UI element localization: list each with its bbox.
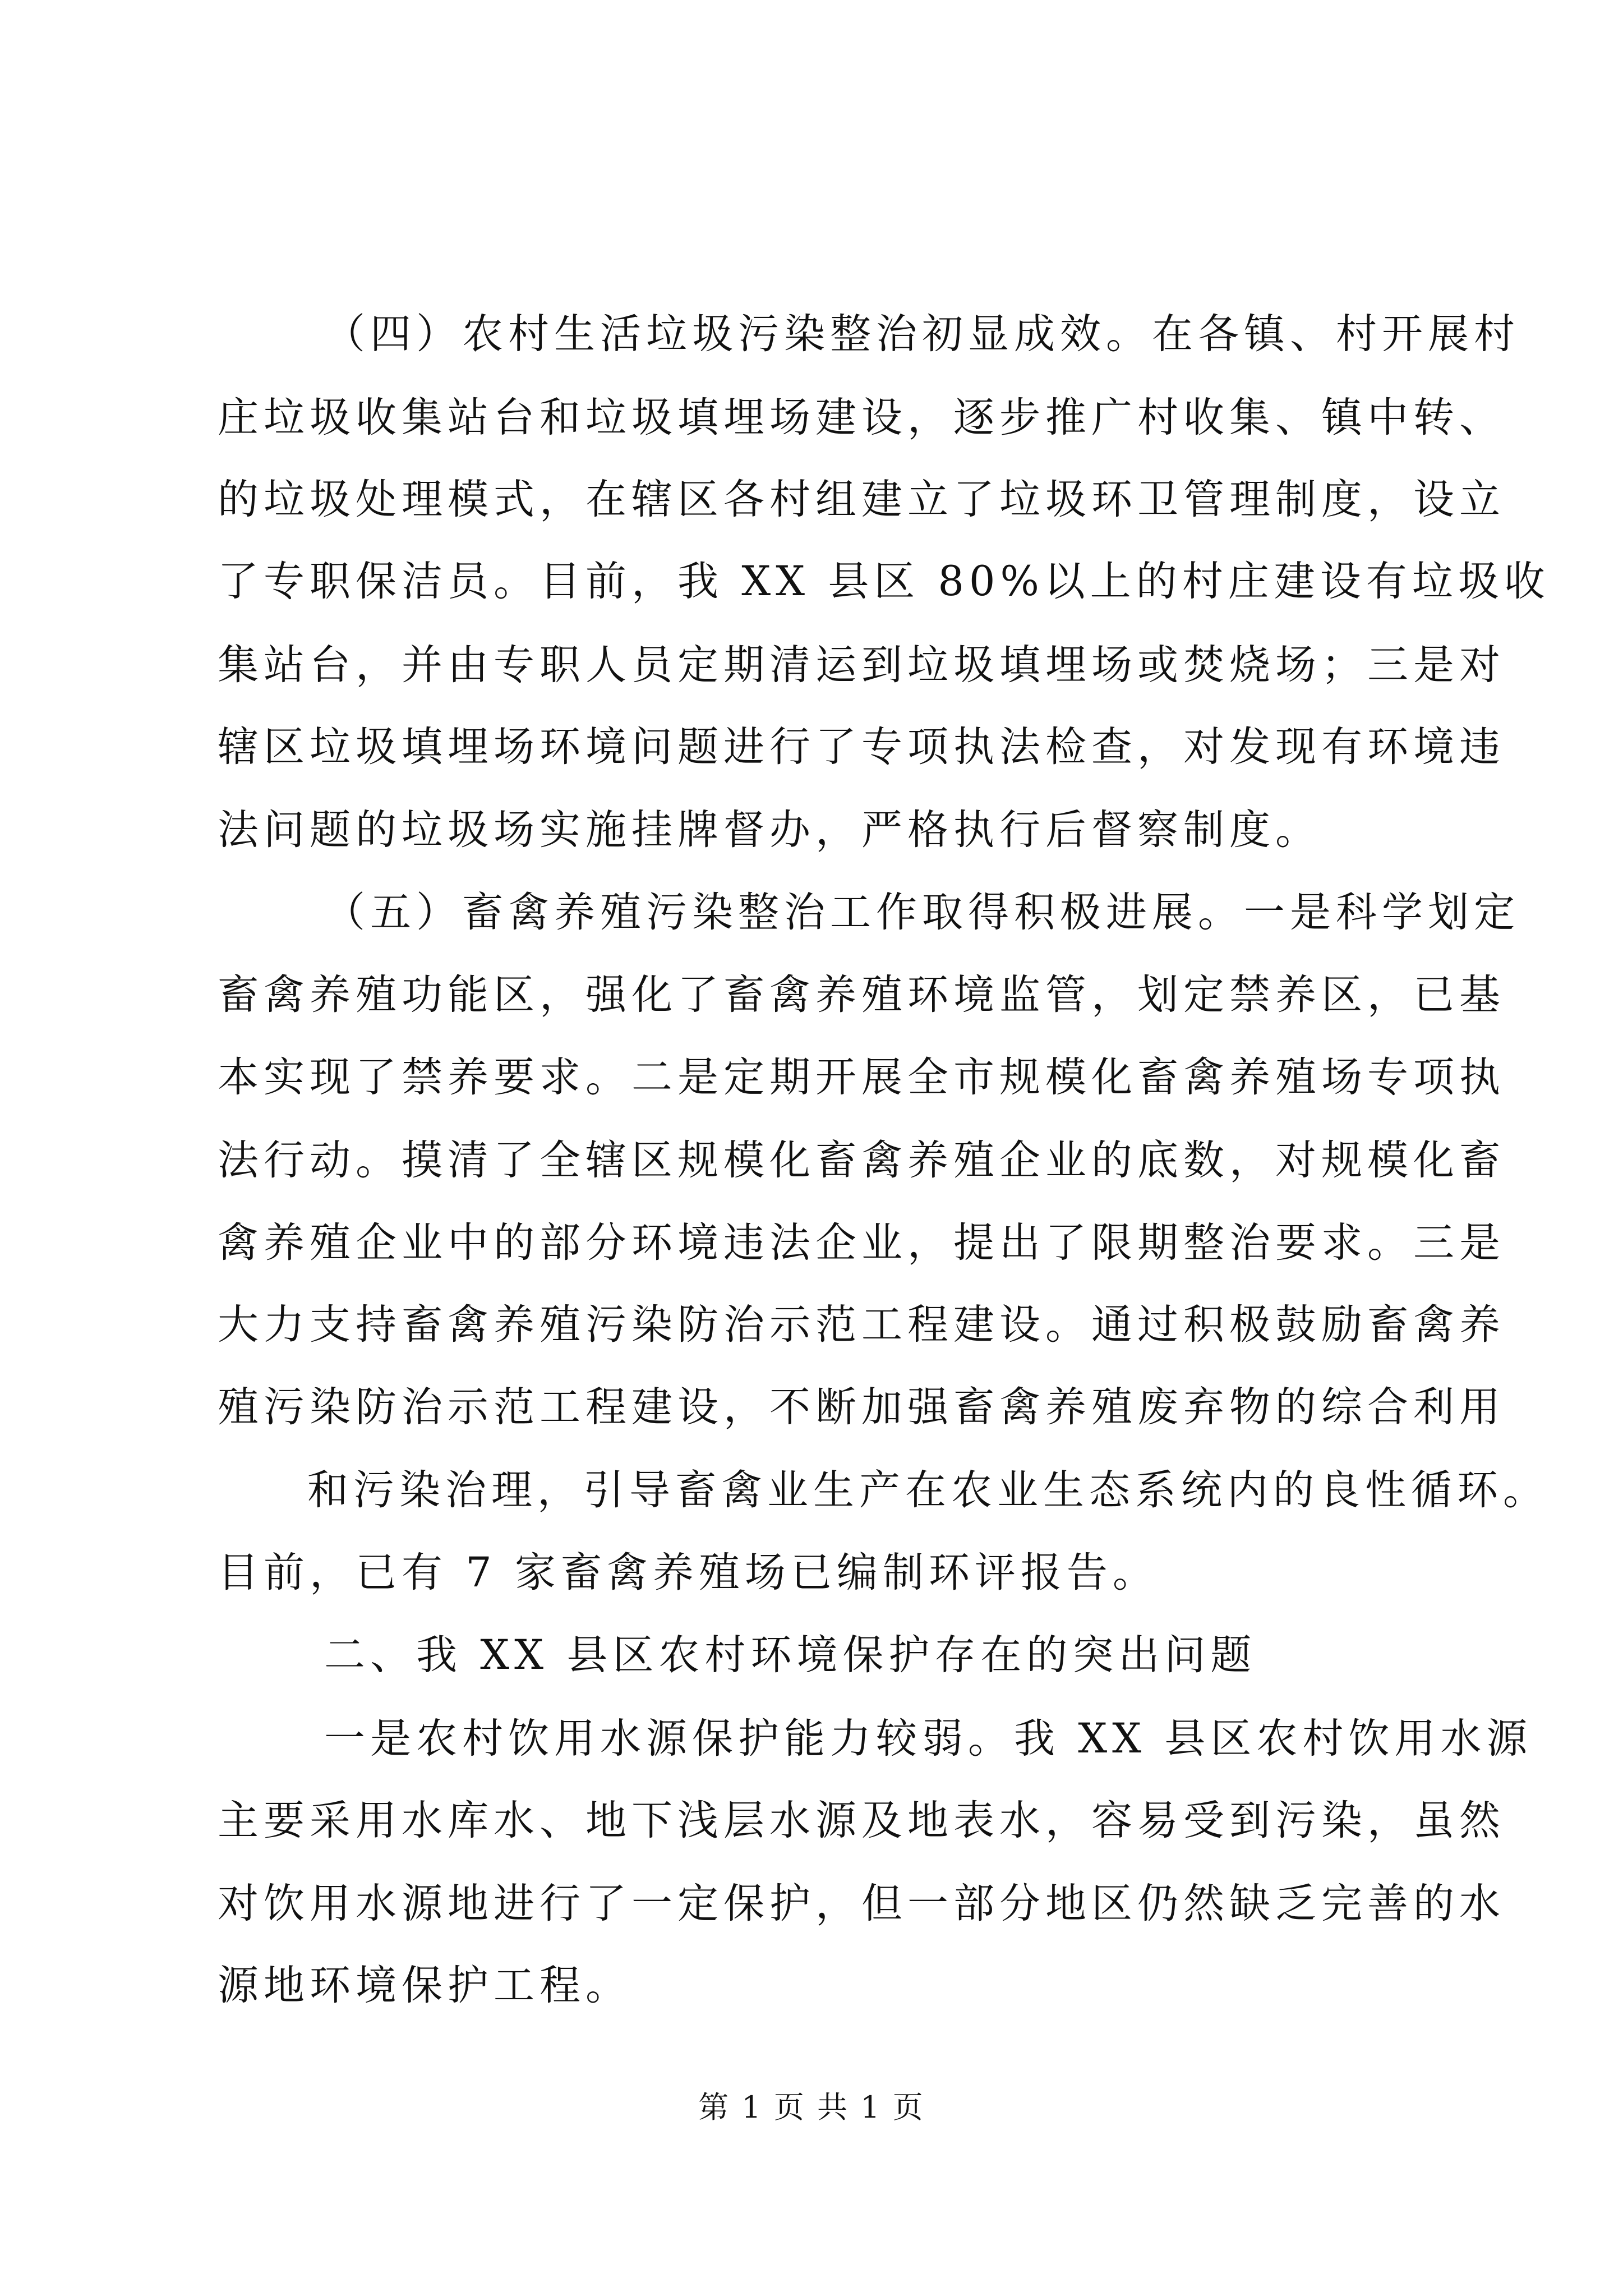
page-footer: 第 1 页 共 1 页 [698,2090,925,2125]
paragraph-4-line-1: （四）农村生活垃圾污染整治初显成效。在各镇、村开展村 [324,310,1520,358]
paragraph-4-line-6: 辖区垃圾填埋场环境问题进行了专项执法检查，对发现有环境违 [218,723,1505,771]
paragraph-4-line-2: 庄垃圾收集站台和垃圾填埋场建设，逐步推广村收集、镇中转、 [218,394,1505,441]
paragraph-5-line-7: 殖污染防治示范工程建设，不断加强畜禽养殖废弃物的综合利用 [218,1383,1505,1431]
paragraph-4-line-5: 集站台，并由专职人员定期清运到垃圾填埋场或焚烧场；三是对 [218,641,1505,689]
paragraph-4-line-3: 的垃圾处理模式，在辖区各村组建立了垃圾环卫管理制度，设立 [218,476,1505,523]
problem-1-line-3: 对饮用水源地进行了一定保护，但一部分地区仍然缺乏完善的水 [218,1880,1505,1927]
paragraph-5-line-6: 大力支持畜禽养殖污染防治示范工程建设。通过积极鼓励畜禽养 [218,1301,1505,1349]
paragraph-5-line-1: （五）畜禽养殖污染整治工作取得积极进展。一是科学划定 [324,889,1520,936]
paragraph-4-line-4: 了专职保洁员。目前，我 XX 县区 80%以上的村庄建设有垃圾收 [218,558,1550,605]
problem-1-line-4: 源地环境保护工程。 [218,1962,631,2009]
paragraph-5-line-5: 禽养殖企业中的部分环境违法企业，提出了限期整治要求。三是 [218,1219,1505,1267]
paragraph-5-line-9: 目前，已有 7 家畜禽养殖场已编制环评报告。 [218,1549,1159,1596]
problem-1-line-1: 一是农村饮用水源保护能力较弱。我 XX 县区农村饮用水源 [324,1715,1533,1763]
paragraph-5-line-2: 畜禽养殖功能区，强化了畜禽养殖环境监管，划定禁养区，已基 [218,971,1505,1019]
paragraph-4-line-7: 法问题的垃圾场实施挂牌督办，严格执行后督察制度。 [218,806,1321,854]
section-heading-2: 二、我 XX 县区农村环境保护存在的突出问题 [324,1631,1257,1679]
paragraph-5-line-8: 和污染治理，引导畜禽业生产在农业生态系统内的良性循环。 [307,1466,1549,1514]
problem-1-line-2: 主要采用水库水、地下浅层水源及地表水，容易受到污染，虽然 [218,1797,1505,1844]
paragraph-5-line-3: 本实现了禁养要求。二是定期开展全市规模化畜禽养殖场专项执 [218,1053,1505,1101]
paragraph-5-line-4: 法行动。摸清了全辖区规模化畜禽养殖企业的底数，对规模化畜 [218,1137,1505,1184]
